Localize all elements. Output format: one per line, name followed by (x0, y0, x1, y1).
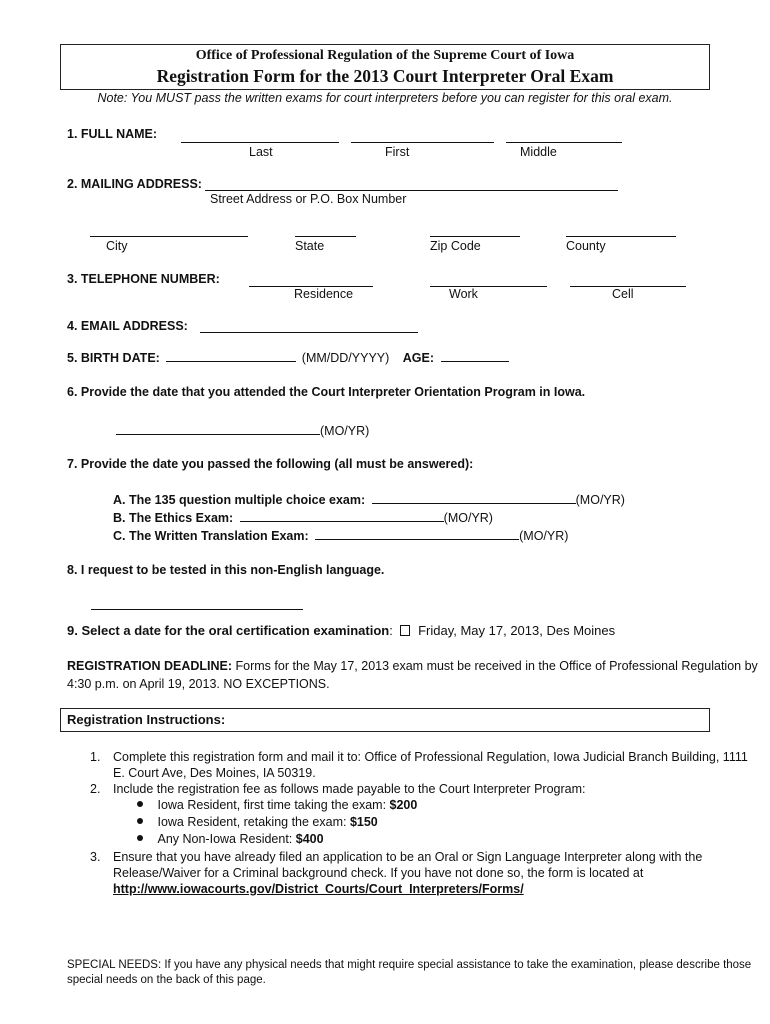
exam-b-field[interactable] (240, 509, 444, 522)
work-caption: Work (449, 287, 478, 301)
deadline-line2: 4:30 p.m. on April 19, 2013. NO EXCEPTIONS. (67, 677, 330, 691)
telephone-label: 3. TELEPHONE NUMBER: (67, 272, 220, 286)
deadline-text: Forms for the May 17, 2013 exam must be received in the Office of Professional Regulation by (232, 659, 758, 673)
cell-caption: Cell (612, 287, 634, 301)
birth-date-label: 5. BIRTH DATE: (67, 351, 160, 365)
fee-3-label: Any Non-Iowa Resident: (157, 832, 296, 846)
language-question: 8. I request to be tested in this non-English language. (67, 563, 385, 577)
city-caption: City (106, 239, 128, 253)
exam-a-row (113, 491, 625, 507)
exam-a-suffix: (MO/YR) (575, 493, 625, 507)
first-name-field[interactable] (351, 142, 494, 143)
deadline-label: REGISTRATION DEADLINE: (67, 659, 233, 673)
full-name-label: 1. FULL NAME: (67, 127, 158, 141)
fee-item-3 (137, 832, 324, 846)
instruction-3-line1: Ensure that you have already filed an application to be an Oral or Sign Language Interpreter along with the (113, 850, 703, 864)
exam-date-colon: : (389, 623, 393, 638)
orientation-row (116, 422, 369, 438)
exam-date-checkbox[interactable] (400, 625, 410, 636)
exams-question: 7. Provide the date you passed the following (all must be answered): (67, 457, 474, 471)
middle-name-field[interactable] (506, 142, 622, 143)
street-address-field[interactable] (205, 190, 618, 191)
fee-item-1 (137, 798, 417, 812)
last-caption: Last (249, 145, 273, 159)
instruction-2-num: 2. (90, 782, 101, 796)
exam-c-row (113, 527, 568, 543)
instruction-3-num: 3. (90, 850, 101, 864)
birth-date-field[interactable] (166, 349, 296, 362)
zip-caption: Zip Code (430, 239, 481, 253)
instruction-1-line2: E. Court Ave, Des Moines, IA 50319. (113, 766, 316, 780)
instruction-2-line1: Include the registration fee as follows made payable to the Court Interpreter Program: (113, 782, 586, 796)
exam-date-option: Friday, May 17, 2013, Des Moines (418, 623, 616, 638)
exam-date-row (67, 623, 615, 638)
fee-1-amount: $200 (389, 798, 418, 812)
special-needs-line2: special needs on the back of this page. (67, 974, 266, 986)
orientation-question: 6. Provide the date that you attended the Court Interpreter Orientation Program in Iowa. (67, 385, 586, 399)
exam-b-label: B. The Ethics Exam: (113, 511, 234, 525)
fee-2-label: Iowa Resident, retaking the exam: (157, 815, 350, 829)
first-caption: First (385, 145, 410, 159)
instructions-heading: Registration Instructions: (67, 712, 226, 727)
birth-date-format: (MM/DD/YYYY) (301, 351, 390, 365)
mailing-address-label: 2. MAILING ADDRESS: (67, 177, 202, 191)
last-name-field[interactable] (181, 142, 339, 143)
zip-field[interactable] (430, 236, 520, 237)
instruction-1-line1: Complete this registration form and mail it to: Office of Professional Regulation, Iowa Judicial Branch Building, 1111 (113, 750, 748, 764)
state-field[interactable] (295, 236, 356, 237)
exam-b-suffix: (MO/YR) (443, 511, 493, 525)
forms-link-wrap (113, 882, 524, 896)
exam-c-suffix: (MO/YR) (519, 529, 569, 543)
bullet-icon (137, 801, 143, 807)
forms-link[interactable]: http://www.iowacourts.gov/District_Courts/Court_Interpreters/Forms/ (113, 882, 524, 896)
bullet-icon (137, 835, 143, 841)
street-caption: Street Address or P.O. Box Number (210, 192, 407, 206)
age-field[interactable] (441, 349, 509, 362)
orientation-date-field[interactable] (116, 422, 320, 435)
fee-item-2 (137, 815, 378, 829)
exam-a-label: A. The 135 question multiple choice exam: (113, 493, 366, 507)
state-caption: State (295, 239, 325, 253)
middle-caption: Middle (520, 145, 557, 159)
county-caption: County (566, 239, 606, 253)
special-needs-line1: SPECIAL NEEDS: If you have any physical needs that might require special assistance to take the examination, please describe those (67, 959, 752, 971)
residence-caption: Residence (294, 287, 354, 301)
fee-1-label: Iowa Resident, first time taking the exam: (157, 798, 390, 812)
email-field[interactable] (200, 332, 418, 333)
email-label: 4. EMAIL ADDRESS: (67, 319, 188, 333)
exam-date-question: 9. Select a date for the oral certification examination (67, 623, 390, 638)
form-note: Note: You MUST pass the written exams for court interpreters before you can register for this oral exam. (97, 91, 673, 105)
fee-3-amount: $400 (295, 832, 324, 846)
exam-c-label: C. The Written Translation Exam: (113, 529, 309, 543)
form-title: Registration Form for the 2013 Court Interpreter Oral Exam (156, 66, 614, 86)
deadline-line1 (67, 659, 758, 673)
orientation-suffix: (MO/YR) (320, 424, 370, 438)
county-field[interactable] (566, 236, 676, 237)
fee-2-amount: $150 (349, 815, 378, 829)
exam-c-field[interactable] (315, 527, 519, 540)
city-field[interactable] (90, 236, 248, 237)
exam-b-row (113, 509, 493, 525)
exam-a-field[interactable] (372, 491, 576, 504)
work-phone-field[interactable] (430, 286, 547, 287)
instruction-1-num: 1. (90, 750, 101, 764)
bullet-icon (137, 818, 143, 824)
birth-date-row (67, 349, 509, 365)
language-field[interactable] (91, 609, 303, 610)
instruction-3-line2: Release/Waiver for a Criminal background check. If you have not done so, the form is located at (113, 866, 644, 880)
office-name: Office of Professional Regulation of the Supreme Court of Iowa (195, 48, 575, 63)
age-label: AGE: (402, 351, 435, 365)
